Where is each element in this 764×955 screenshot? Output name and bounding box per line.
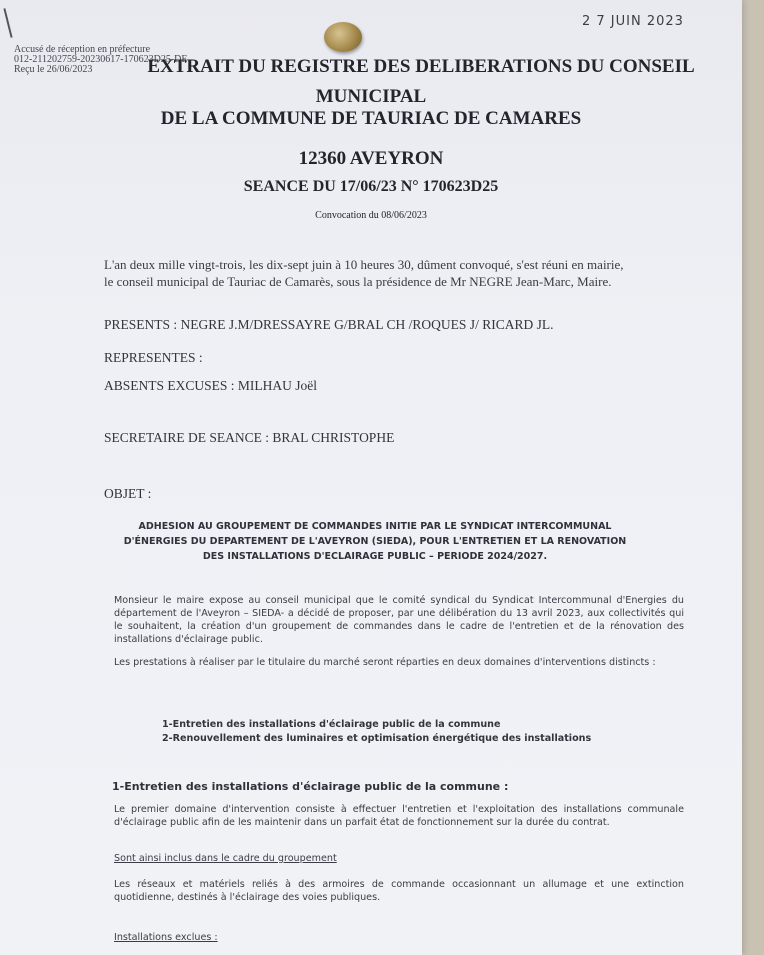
seance-title: SEANCE DU 17/06/23 N° 170623D25 — [243, 178, 499, 195]
pen-mark — [3, 8, 12, 38]
receipt-line-1: Accusé de réception en préfecture — [14, 44, 151, 55]
pushpin-icon — [324, 22, 362, 52]
intro-paragraph: L'an deux mille vingt-trois, les dix-sept juin à 10 heures 30, dûment convoqué, s'est réuni en mairie, le conseil municipal de Tauriac de Camarès, sous la présidence de Mr NEGRE Jean-Marc, Maire. — [104, 257, 624, 289]
interventions-list — [162, 718, 591, 746]
paragraph-2: Les prestations à réaliser par le titulaire du marché seront réparties en deux domaines d'interventions distincts : — [114, 657, 656, 668]
title-line-1: EXTRAIT DU REGISTRE DES DELIBERATIONS DU CONSEIL — [147, 56, 695, 77]
objet-title: ADHESION AU GROUPEMENT DE COMMANDES INITIE PAR LE SYNDICAT INTERCOMMUNAL D'ÉNERGIES DU DEPARTEMENT DE L'AVEYRON (SIEDA), POUR L'ENTRETIEN ET LA RENOVATION DES INSTALLATIONS D'ECLAIRAGE PUBLIC – PERIODE 2024/2027. — [123, 521, 627, 562]
objet-label: OBJET : — [104, 486, 152, 501]
list-item: 1-Entretien des installations d'éclairage public de la commune — [162, 719, 501, 730]
paragraph-1: Monsieur le maire expose au conseil municipal que le comité syndical du Syndicat Intercommunal d'Energies du département de l'Aveyron – SIEDA- a décidé de proposer, par une délibération du 13 avril 2023, aux collectivités qui le souhaitent, la création d'un groupement de commandes dans le cadre de l'entretien et de la rénovation des installations d'éclairage public. — [114, 595, 684, 645]
title-line-2: MUNICIPAL — [315, 86, 427, 107]
receipt-line-2: 012-211202759-20230617-170623D25-DE — [14, 54, 188, 65]
presents-line: PRESENTS : NEGRE J.M/DRESSAYRE G/BRAL CH /ROQUES J/ RICARD JL. — [104, 317, 554, 332]
secretaire-line: SECRETAIRE DE SEANCE : BRAL CHRISTOPHE — [104, 430, 395, 445]
section-1-title: 1-Entretien des installations d'éclairage public de la commune : — [112, 780, 509, 793]
absents-line: ABSENTS EXCUSES : MILHAU Joël — [104, 378, 318, 393]
representes-line: REPRESENTES : — [104, 350, 203, 365]
commune-title: DE LA COMMUNE DE TAURIAC DE CAMARES — [160, 108, 582, 129]
postal-title: 12360 AVEYRON — [298, 148, 444, 169]
exclues-title: Installations exclues : — [114, 932, 218, 943]
inclus-title: Sont ainsi inclus dans le cadre du groupement — [114, 853, 337, 864]
paragraph-3: Le premier domaine d'intervention consiste à effectuer l'entretien et l'exploitation des installations communale d'éclairage public afin de les maintenir dans un parfait état de fonctionnement sur la durée du contrat. — [114, 804, 684, 828]
list-item: 2-Renouvellement des luminaires et optimisation énergétique des installations — [162, 733, 592, 744]
convocation-date: Convocation du 08/06/2023 — [315, 210, 427, 221]
date-stamp: 2 7 JUIN 2023 — [582, 14, 684, 29]
receipt-line-3: Reçu le 26/06/2023 — [14, 64, 93, 75]
paragraph-4: Les réseaux et matériels reliés à des armoires de commande occasionnant un allumage et une extinction quotidienne, destinés à l'éclairage des voies publiques. — [114, 879, 684, 903]
